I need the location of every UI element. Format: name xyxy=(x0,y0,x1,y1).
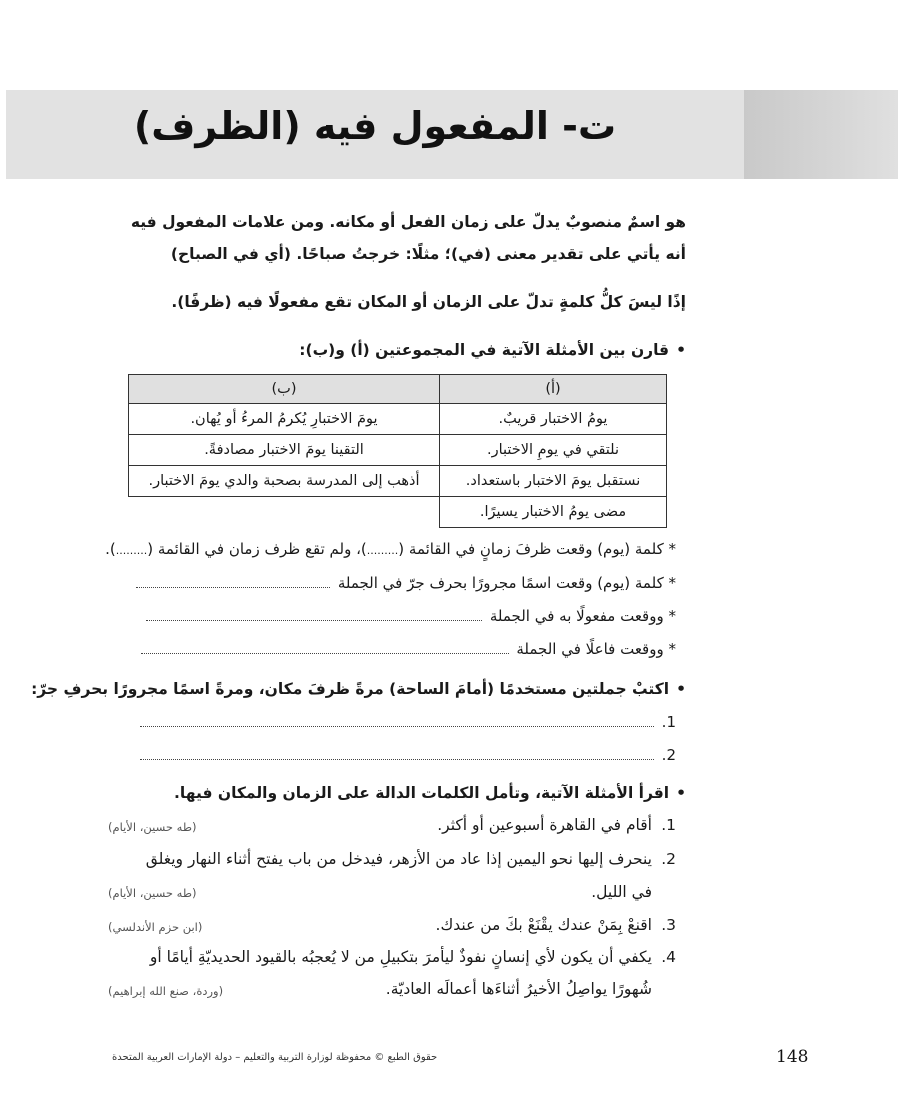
answer-line[interactable] xyxy=(146,610,482,621)
title-side-decoration xyxy=(744,90,898,179)
question-4: * ووقعت فاعلًا في الجملة xyxy=(138,640,676,658)
table-cell-b: أذهب إلى المدرسة بصحبة والدي يومَ الاختبار. xyxy=(129,466,440,497)
example-2-source: (طه حسين، الأيام) xyxy=(108,886,197,900)
example-4-source: (وردة، صنع الله إبراهيم) xyxy=(108,984,224,998)
compare-instruction: • قارن بين الأمثلة الآتية في المجموعتين (أ) و(ب): xyxy=(299,341,686,359)
example-4: 4.يكفي أن يكون لأي إنسانٍ نفوذٌ ليأمرَ بتكبيلِ من لا يُعجبُه بالقيود الحديديّةِ أيامًا أو xyxy=(149,948,676,966)
write-line-2: 2. xyxy=(137,746,676,764)
note-text: إذًا ليسَ كلُّ كلمةٍ تدلّ على الزمان أو المكان تقع مفعولًا فيه (ظرفًا). xyxy=(171,293,686,311)
example-4-continued: شُهورًا يواصِلُ الأخيرُ أثناءَها أعمالَه العاديّة. xyxy=(385,980,652,998)
question-2: * كلمة (يوم) وقعت اسمًا مجرورًا بحرف جرّ في الجملة xyxy=(133,574,676,592)
example-1-source: (طه حسين، الأيام) xyxy=(108,820,197,834)
write-line-1: 1. xyxy=(137,713,676,731)
copyright-footer: حقوق الطبع © محفوظة لوزارة التربية والتعليم – دولة الإمارات العربية المتحدة xyxy=(112,1052,438,1063)
question-3: * ووقعت مفعولًا به في الجملة xyxy=(143,607,676,625)
table-header-a: (أ) xyxy=(440,375,667,404)
answer-line[interactable] xyxy=(140,716,654,727)
example-1: 1.أقام في القاهرة أسبوعين أو أكثر. xyxy=(437,816,676,834)
table-cell-a: مضى يومُ الاختبار يسيرًا. xyxy=(440,497,667,528)
definition-paragraph: هو اسمٌ منصوبٌ يدلّ على زمان الفعل أو مكانه. ومن علامات المفعول فيه أنه يأتي على تقدير معنى (في)؛ مثلًا: خرجتُ صباحًا. (أي في الصباح) xyxy=(130,213,686,263)
table-cell-b: يومَ الاختبارِ يُكرمُ المرءُ أو يُهان. xyxy=(129,404,440,435)
table-header-b: (ب) xyxy=(129,375,440,404)
table-row xyxy=(129,497,667,528)
table-row xyxy=(129,435,667,466)
table-cell-a: نلتقي في يومِ الاختبار. xyxy=(440,435,667,466)
table-cell-b: التقينا يومَ الاختبار مصادفةً. xyxy=(129,435,440,466)
table-cell-empty xyxy=(129,497,440,528)
answer-line[interactable] xyxy=(140,749,654,760)
page-title: ت- المفعول فيه (الظرف) xyxy=(133,104,617,148)
page-number: 148 xyxy=(776,1047,809,1067)
table-cell-a: يومُ الاختبار قريبٌ. xyxy=(440,404,667,435)
table-row xyxy=(129,404,667,435)
question-1: * كلمة (يوم) وقعت ظرفَ زمانٍ في القائمة (.........)، ولم تقع ظرف زمان في القائمة (.........). xyxy=(105,540,676,558)
example-3: 3.اقنعْ بِمَنْ عندك يقْنَعْ بكَ من عندك. xyxy=(435,916,676,934)
table-cell-a: نستقبل يومَ الاختبار باستعداد. xyxy=(440,466,667,497)
read-instruction: • اقرأ الأمثلة الآتية، وتأمل الكلمات الدالة على الزمان والمكان فيها. xyxy=(174,784,686,802)
example-2: 2.ينحرف إليها نحو اليمين إذا عاد من الأزهر، فيدخل من باب يفتح أثناء النهار ويغلق xyxy=(145,850,676,868)
write-instruction: • اكتبْ جملتين مستخدمًا (أمامَ الساحة) مرةً ظرفَ مكان، ومرةً اسمًا مجرورًا بحرفِ جرّ: xyxy=(31,680,686,698)
example-2-continued: في الليل. xyxy=(591,883,652,901)
example-3-source: (ابن حزم الأندلسي) xyxy=(108,920,203,934)
comparison-table xyxy=(128,374,667,528)
table-row xyxy=(129,466,667,497)
answer-line[interactable] xyxy=(136,577,330,588)
answer-line[interactable] xyxy=(141,643,509,654)
